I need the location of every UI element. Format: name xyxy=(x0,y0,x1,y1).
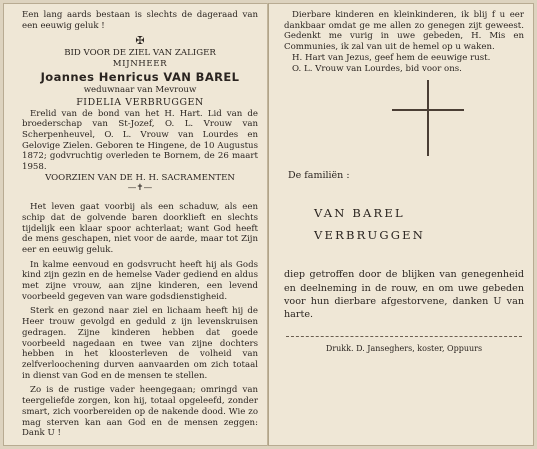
farewell-message: Dierbare kinderen en kleinkinderen, ik blij f u eer dankbaar omdat ge me allen zo genegen zijt geweest. Gedenkt me vurig in uwe gebeden, H. Mis en Communies, ik zal van uit de hemel op u waken. xyxy=(284,10,524,53)
spouse-name: FIDELIA VERBRUGGEN xyxy=(76,96,204,108)
invocation-1: H. Hart van Jezus, geef hem de eeuwige rust. xyxy=(292,52,491,63)
widower-of: weduwnaar van Mevrouw xyxy=(83,84,197,95)
divider-ornament: —✝— xyxy=(127,183,153,194)
family-name-1: VAN BAREL xyxy=(314,206,405,221)
honorific: MIJNHEER xyxy=(112,59,168,70)
biography: Erelid van de bond van het H. Hart. Lid van de broederschap van St-Jozef, O. L. Vrouw van Scherpenheuvel, O. L. Vrouw van Lourdes en Gelovige Zielen. Geboren te Hingene, de 10 Augustus 1872; godvruchtig overleden te Bornem, de 26 maart 1958. xyxy=(22,108,258,173)
paragraph-4: Zo is de rustige vader heengegaan; omringd van teergeliefde zorgen, kon hij, totaal opgeleefd, zonder smart, zich voorbereiden op de nakende dood. Wie zo mag sterven kan aan God en de mensen zeggen: Dank U ! xyxy=(22,385,258,439)
family-name-2: VERBRUGGEN xyxy=(314,228,425,243)
family-names xyxy=(314,202,524,246)
divider-rule xyxy=(286,336,522,338)
deceased-name: Joannes Henricus VAN BAREL xyxy=(40,69,240,84)
left-panel xyxy=(22,10,258,439)
center-fold xyxy=(267,3,269,446)
family-intro: De familiën : xyxy=(288,170,350,182)
paragraph-1: Het leven gaat voorbij als een schaduw, als een schip dat de golvende baren doorklieft en slechts tijdelijk een klaar spoor achterlaat; want God heeft de mens geschapen, niet voor de aarde, maar tot Zijn eer en eeuwig geluk. xyxy=(22,202,258,255)
paragraph-2: In kalme eenvoud en godsvrucht heeft hij als Gods kind zijn gezin en de hemelse Vader gediend en aldus met zijne vrouw, aan zijne kinderen, een levend voorbeeld gegeven van ware godsdienstigheid. xyxy=(22,259,258,302)
sacraments-line: VOORZIEN VAN DE H. H. SACRAMENTEN xyxy=(45,172,235,183)
right-panel xyxy=(284,10,524,353)
cross-icon: ✠ xyxy=(135,34,145,48)
opening-quote: Een lang aards bestaan is slechts de dageraad van een eeuwig geluk ! xyxy=(22,10,258,31)
invocation-2: O. L. Vrouw van Lourdes, bid voor ons. xyxy=(292,63,462,74)
thanks-text: diep getroffen door de blijken van genegenheid en deelneming in de rouw, en om uwe gebeden voor hun dierbare afgestorvene, danken U van harte. xyxy=(284,269,524,321)
printer-credit: Drukk. D. Janseghers, koster, Oppuurs xyxy=(325,343,483,353)
paragraph-3: Sterk en gezond naar ziel en lichaam heeft hij de Heer trouw gevolgd en geduld z ijn levenskruisen gedragen. Zijne kinderen hebben dat goede voorbeeld nagedaan en twee van zijne dochters hebben in het kloosterleven de volheid van zelfverloochening durven aanvaarden om zich totaal in dienst van God en de mensen te stellen. xyxy=(22,306,258,381)
large-cross-icon xyxy=(284,80,524,156)
prayer-line: BID VOOR DE ZIEL VAN ZALIGER xyxy=(64,48,216,59)
